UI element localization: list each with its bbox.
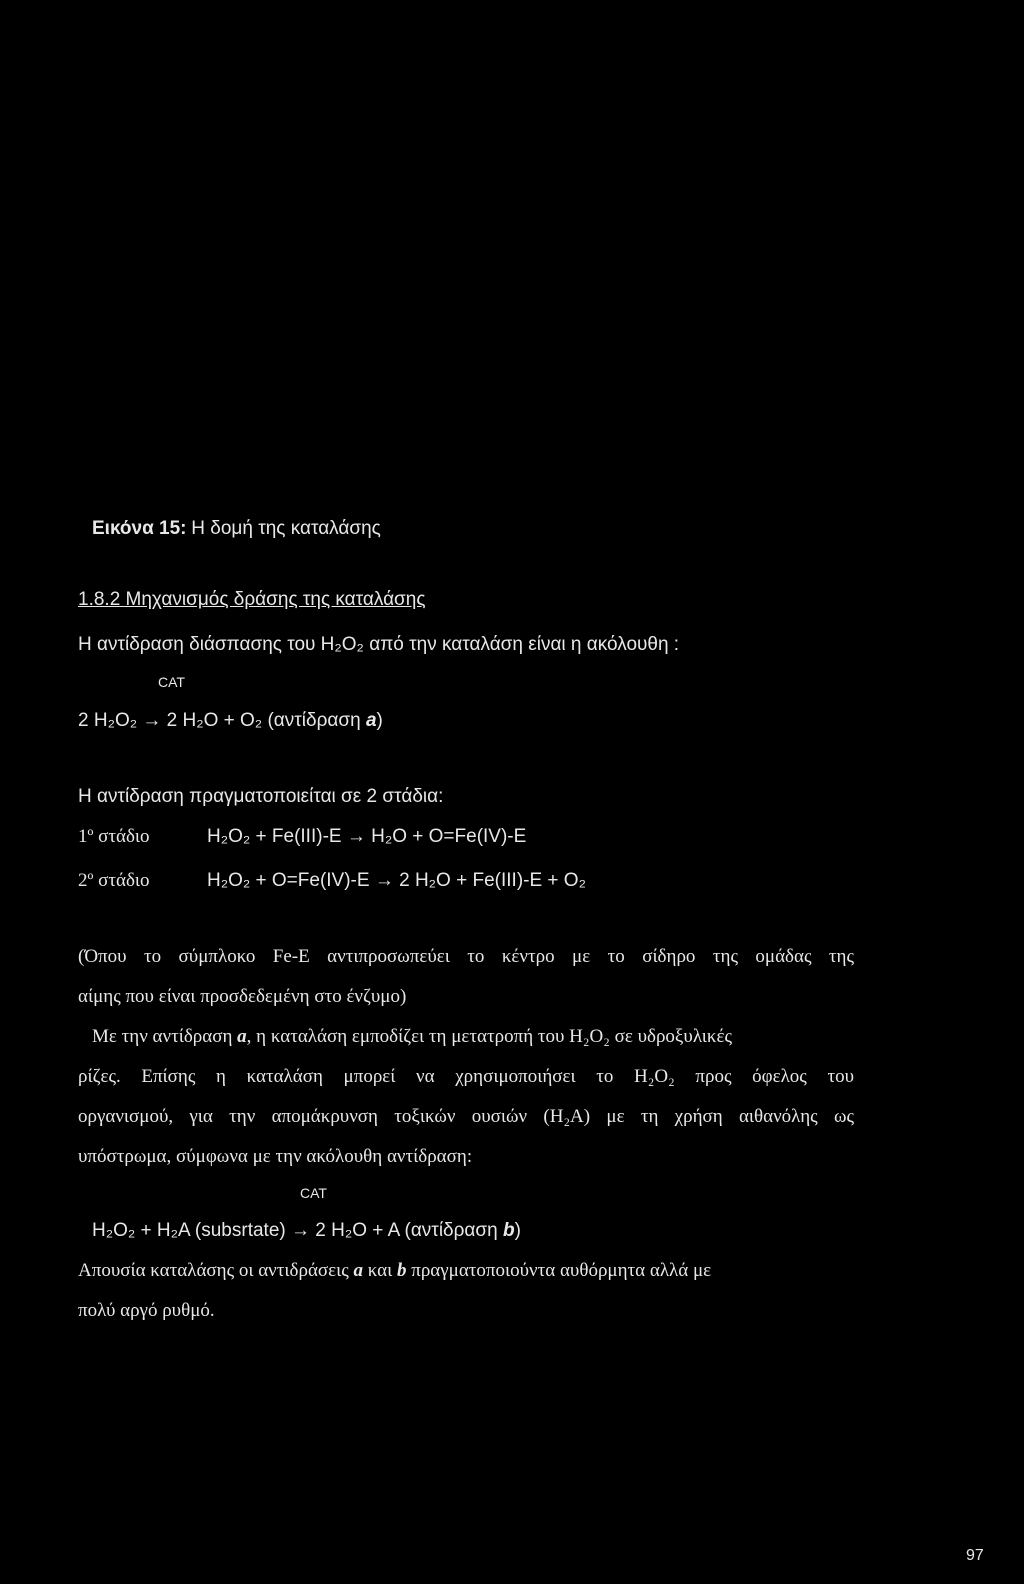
paragraph-3-post: πραγματοποιούντα αυθόρμητα αλλά με (411, 1260, 712, 1281)
page-number: 97 (966, 1547, 984, 1564)
paragraph-2-tag: a (237, 1026, 247, 1047)
reaction-b-close: ) (514, 1220, 521, 1241)
paragraph-2-line-1 (92, 1027, 732, 1046)
reaction-a-text: 2 H₂O₂ → 2 H₂O + O₂ (αντίδραση (78, 710, 361, 731)
section-heading: 1.8.2 Μηχανισμός δράσης της καταλάσης (78, 589, 426, 610)
stage-1-label: 1º στάδιο (78, 826, 150, 847)
stage-2-label: 2º στάδιο (78, 870, 150, 891)
paragraph-3-tag-a: a (353, 1260, 363, 1281)
paragraph-3-mid: και (367, 1260, 393, 1281)
reaction-a-catalyst: CAT (158, 674, 185, 690)
paragraph-2-post: , η καταλάση εμποδίζει τη μετατροπή του H₂O₂ σε υδροξυλικές (246, 1026, 732, 1047)
stage-2-equation: H₂O₂ + O=Fe(IV)-E → 2 H₂O + Fe(III)-E + O₂ (207, 870, 586, 891)
paragraph-3-tag-b: b (396, 1260, 407, 1281)
figure-label: Εικόνα 15: (92, 518, 187, 539)
reaction-b-tag: b (502, 1220, 515, 1241)
reaction-b-equation (92, 1221, 521, 1240)
paragraph-2-line-4: υπόστρωμα, σύμφωνα με την ακόλουθη αντίδραση: (78, 1146, 473, 1167)
paragraph-3-line-2: πολύ αργό ρυθμό. (78, 1300, 215, 1321)
paragraph-2-line-3: οργανισμού, για την απομάκρυνση τοξικών ουσιών (H₂A) με τη χρήση αιθανόλης ως (78, 1106, 854, 1127)
stages-intro: Η αντίδραση πραγματοποιείται σε 2 στάδια: (78, 786, 444, 807)
paragraph-3-line-1 (78, 1261, 711, 1280)
intro-text: Η αντίδραση διάσπασης του H₂O₂ από την καταλάση είναι η ακόλουθη : (78, 634, 680, 655)
paragraph-1-line-2: αίμης που είναι προσδεδεμένη στο ένζυμο) (78, 986, 407, 1007)
reaction-a-equation (78, 711, 383, 730)
stage-1-equation: H₂O₂ + Fe(III)-E → H₂O + O=Fe(IV)-E (207, 826, 527, 847)
reaction-a-tag: a (365, 710, 377, 731)
reaction-b-text: H₂O₂ + H₂A (subsrtate) → 2 H₂O + A (αντίδραση (92, 1220, 498, 1241)
paragraph-2-pre: Με την αντίδραση (92, 1026, 233, 1047)
paragraph-3-pre: Απουσία καταλάσης οι αντιδράσεις (78, 1260, 349, 1281)
figure-caption-text: Η δομή της καταλάσης (191, 518, 381, 539)
paragraph-2-line-2: ρίζες. Επίσης η καταλάση μπορεί να χρησιμοποιήσει το H₂O₂ προς όφελος του (78, 1066, 854, 1087)
paragraph-1-line-1: (Όπου το σύμπλοκο Fe-E αντιπροσωπεύει το κέντρο με το σίδηρο της ομάδας της (78, 946, 854, 967)
reaction-a-close: ) (376, 710, 383, 731)
reaction-b-catalyst: CAT (300, 1185, 327, 1201)
figure-caption (92, 519, 381, 538)
